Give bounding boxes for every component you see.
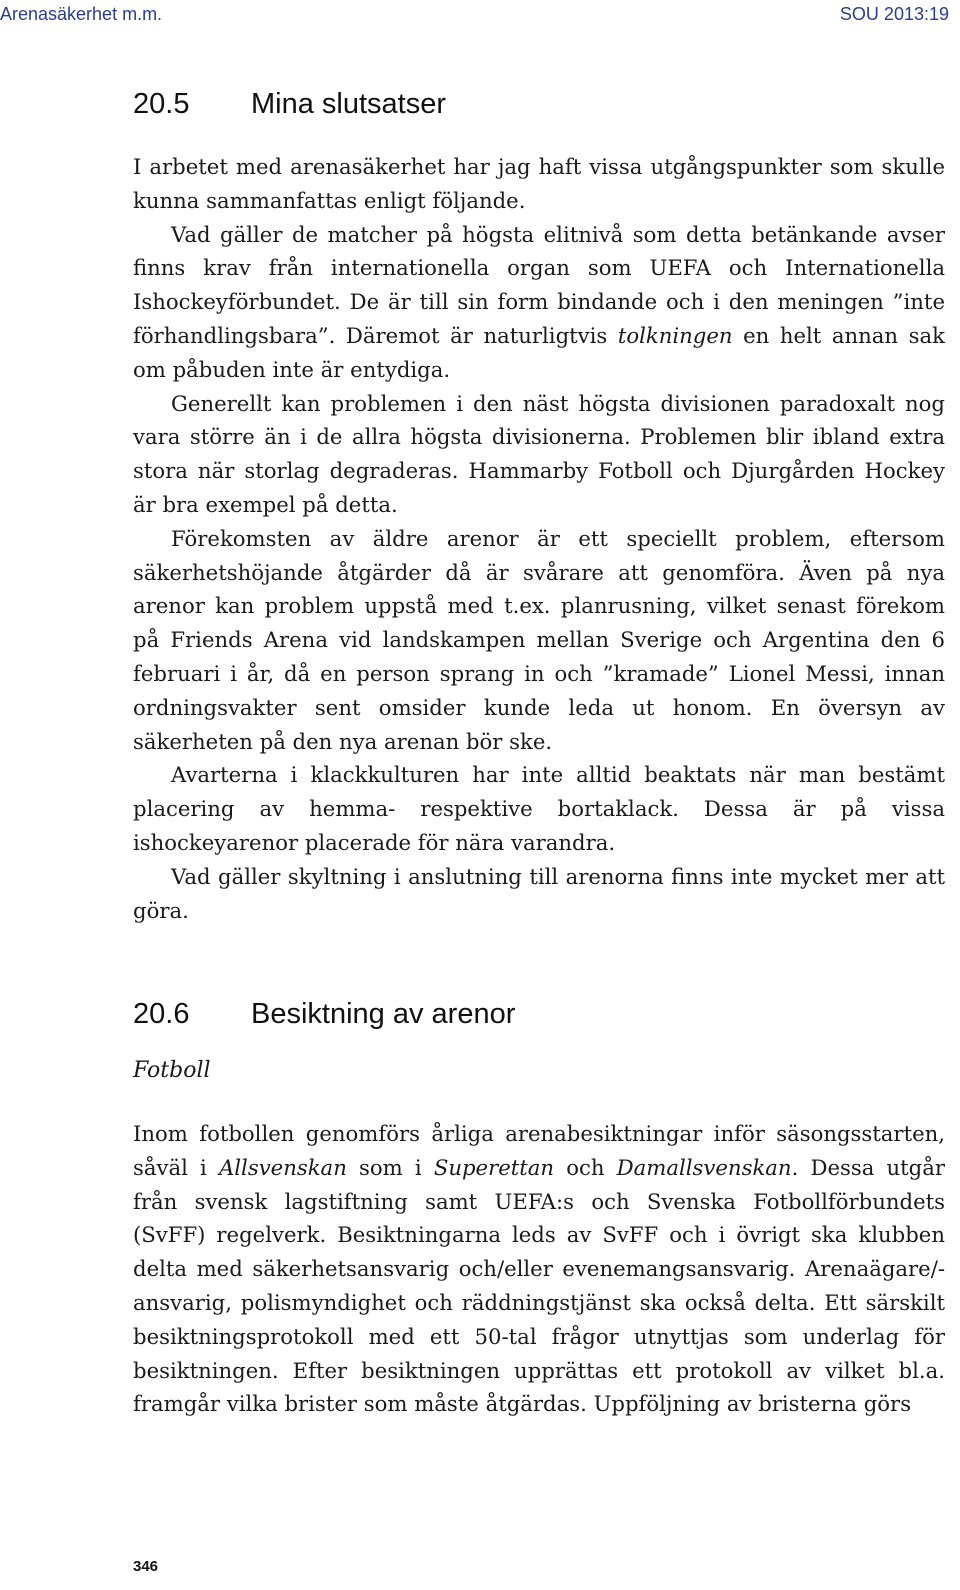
section-20-6-body bbox=[133, 1117, 945, 1421]
paragraph: Vad gäller skyltning i anslutning till arenorna finns inte mycket mer att göra. bbox=[133, 863, 945, 923]
paragraph: Förekomsten av äldre arenor är ett speciellt problem, eftersom säkerhetshöjande åtgärder då är svårare att genomföra. Även på nya arenor kan problem uppstå med t.ex. planrusning, vilket senast förekom på Friends Arena vid landskampen mellan Sverige och Argentina den 6 februari i år, då en person sprang in och ”kramade” Lionel Messi, innan ordningsvakter sent omsider kunde leda ut honom. En översyn av säkerheten på den nya arenan bör ske. bbox=[133, 525, 945, 754]
emphasis: Allsvenskan bbox=[218, 1154, 347, 1180]
paragraph-text: . Dessa utgår från svensk lagstiftning samt UEFA:s och Svenska Fotbollförbundets (SvFF) regelverk. Besiktningarna leds av SvFF och i övrigt ska klubben delta med säkerhetsansvarig och/eller evenemangsansvarig. Arenaägare/-ansvarig, polismyndighet och räddningstjänst ska också delta. Ett särskilt besiktningsprotokoll med ett 50-tal frågor utnyttjas som underlag för besiktningen. Efter besiktningen upprättas ett protokoll av vilket bl.a. framgår vilka brister som måste åtgärdas. Uppföljning av bristerna görs bbox=[133, 1154, 945, 1417]
paragraph-text: Inom fotbollen genomförs årliga arenabesiktningar inför säsongsstarten, såväl i bbox=[133, 1121, 945, 1180]
section-title: Besiktning av arenor bbox=[251, 998, 516, 1030]
section-20-5-body bbox=[133, 150, 945, 927]
paragraph: Generellt kan problemen i den näst högsta divisionen paradoxalt nog vara större än i de allra högsta divisionerna. Problemen blir ibland extra stora när storlag degraderas. Hammarby Fotboll och Djurgården Hockey är bra exempel på detta. bbox=[133, 390, 945, 517]
paragraph: I arbetet med arenasäkerhet har jag haft vissa utgångspunkter som skulle kunna sammanfattas enligt följande. bbox=[133, 154, 945, 213]
paragraph bbox=[133, 218, 945, 387]
paragraph-text: en helt annan sak om påbuden inte är entydiga. bbox=[133, 322, 945, 382]
emphasis: Damallsvenskan bbox=[616, 1154, 792, 1180]
header-publication-title: Arenasäkerhet m.m. bbox=[0, 4, 163, 24]
section-title: Mina slutsatser bbox=[251, 88, 447, 120]
paragraph-text: och bbox=[566, 1154, 605, 1180]
subheading-fotboll: Fotboll bbox=[133, 1058, 211, 1083]
paragraph bbox=[133, 1117, 945, 1421]
emphasis: tolkningen bbox=[617, 322, 733, 348]
section-number: 20.5 bbox=[133, 88, 190, 120]
paragraph: Avarterna i klackkulturen har inte alltid beaktats när man bestämt placering av hemma- respektive bortaklack. Dessa är på vissa ishockeyarenor placerade för nära varandra. bbox=[133, 762, 945, 855]
header-report-number: SOU 2013:19 bbox=[839, 4, 949, 24]
emphasis: Superettan bbox=[433, 1154, 555, 1180]
running-header bbox=[0, 0, 960, 30]
paragraph-text: som i bbox=[359, 1154, 422, 1180]
page-number: 346 bbox=[133, 1558, 159, 1575]
paragraph-text: Vad gäller de matcher på högsta elitnivå som detta betänkande avser finns krav från internationella organ som UEFA och Internationella Ishockeyförbundet. De är till sin form bindande och i den meningen ”inte förhandlingsbara”. Däremot är naturligtvis bbox=[133, 221, 945, 348]
section-number: 20.6 bbox=[133, 998, 190, 1030]
